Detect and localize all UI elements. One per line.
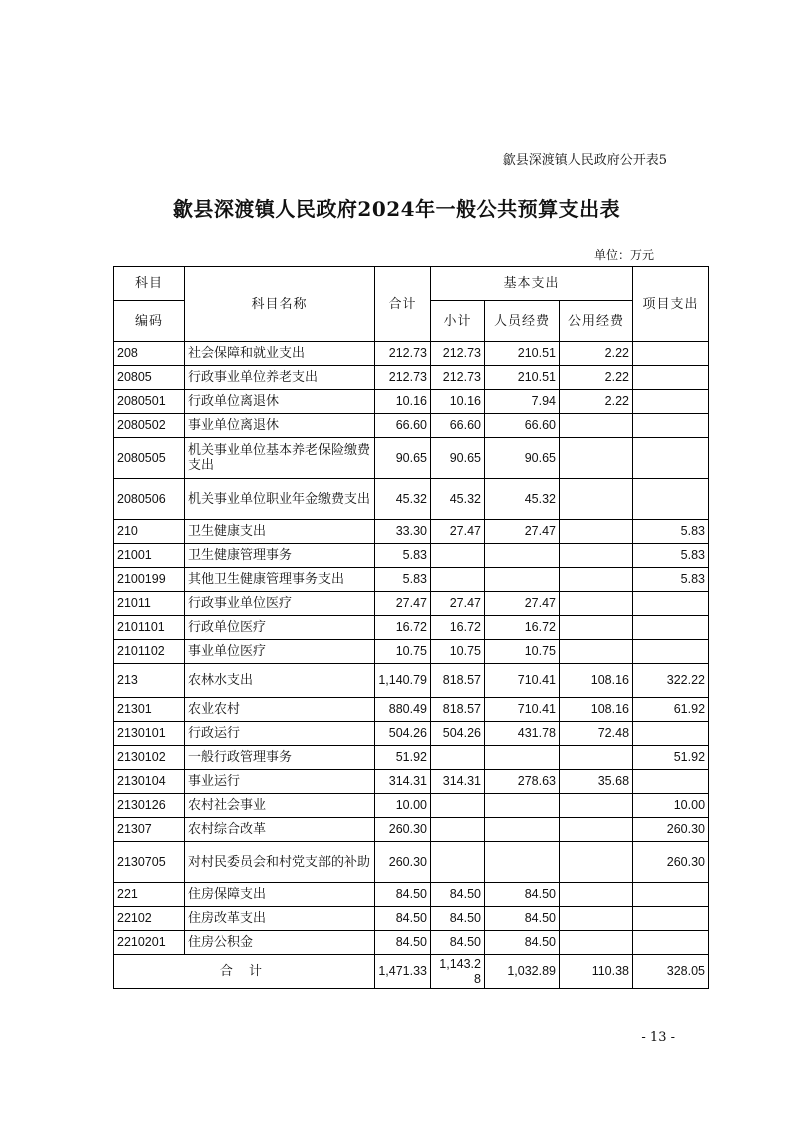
total-public: 110.38 bbox=[560, 955, 633, 989]
cell-project: 5.83 bbox=[633, 568, 709, 592]
cell-personnel: 90.65 bbox=[485, 438, 560, 479]
cell-project bbox=[633, 342, 709, 366]
cell-code: 213 bbox=[114, 664, 185, 698]
cell-subtotal: 818.57 bbox=[431, 698, 485, 722]
cell-project: 10.00 bbox=[633, 794, 709, 818]
table-row bbox=[114, 568, 709, 592]
cell-code: 2101101 bbox=[114, 616, 185, 640]
cell-total: 314.31 bbox=[375, 770, 431, 794]
cell-personnel bbox=[485, 746, 560, 770]
cell-name: 住房公积金 bbox=[185, 931, 375, 955]
cell-personnel: 27.47 bbox=[485, 592, 560, 616]
cell-public bbox=[560, 746, 633, 770]
cell-name: 行政事业单位医疗 bbox=[185, 592, 375, 616]
cell-project: 260.30 bbox=[633, 818, 709, 842]
cell-public: 108.16 bbox=[560, 698, 633, 722]
cell-code: 208 bbox=[114, 342, 185, 366]
cell-total: 27.47 bbox=[375, 592, 431, 616]
cell-name: 事业单位医疗 bbox=[185, 640, 375, 664]
cell-project bbox=[633, 390, 709, 414]
cell-name: 卫生健康管理事务 bbox=[185, 544, 375, 568]
table-row bbox=[114, 544, 709, 568]
cell-code: 21011 bbox=[114, 592, 185, 616]
cell-public bbox=[560, 640, 633, 664]
cell-code: 2080502 bbox=[114, 414, 185, 438]
header-public: 公用经费 bbox=[560, 301, 633, 342]
cell-name: 住房保障支出 bbox=[185, 883, 375, 907]
table-row bbox=[114, 746, 709, 770]
cell-total: 51.92 bbox=[375, 746, 431, 770]
cell-public bbox=[560, 794, 633, 818]
cell-personnel: 10.75 bbox=[485, 640, 560, 664]
cell-public bbox=[560, 883, 633, 907]
table-row bbox=[114, 366, 709, 390]
cell-total: 10.75 bbox=[375, 640, 431, 664]
cell-total: 33.30 bbox=[375, 520, 431, 544]
cell-subtotal: 10.75 bbox=[431, 640, 485, 664]
cell-subtotal: 27.47 bbox=[431, 592, 485, 616]
header-project: 项目支出 bbox=[633, 267, 709, 342]
cell-subtotal: 84.50 bbox=[431, 931, 485, 955]
cell-total: 504.26 bbox=[375, 722, 431, 746]
cell-project: 51.92 bbox=[633, 746, 709, 770]
total-personnel: 1,032.89 bbox=[485, 955, 560, 989]
cell-total: 90.65 bbox=[375, 438, 431, 479]
table-row bbox=[114, 907, 709, 931]
cell-project: 260.30 bbox=[633, 842, 709, 883]
cell-subtotal: 84.50 bbox=[431, 883, 485, 907]
cell-project: 61.92 bbox=[633, 698, 709, 722]
cell-public bbox=[560, 479, 633, 520]
cell-project bbox=[633, 414, 709, 438]
cell-project bbox=[633, 479, 709, 520]
cell-subtotal: 314.31 bbox=[431, 770, 485, 794]
header-code-top: 科目 bbox=[114, 267, 185, 301]
cell-total: 16.72 bbox=[375, 616, 431, 640]
cell-code: 2210201 bbox=[114, 931, 185, 955]
cell-total: 880.49 bbox=[375, 698, 431, 722]
table-row bbox=[114, 390, 709, 414]
cell-personnel bbox=[485, 568, 560, 592]
cell-total: 212.73 bbox=[375, 342, 431, 366]
cell-code: 210 bbox=[114, 520, 185, 544]
cell-code: 2101102 bbox=[114, 640, 185, 664]
cell-subtotal: 10.16 bbox=[431, 390, 485, 414]
cell-personnel: 210.51 bbox=[485, 366, 560, 390]
cell-name: 农村社会事业 bbox=[185, 794, 375, 818]
cell-code: 2130101 bbox=[114, 722, 185, 746]
table-row bbox=[114, 794, 709, 818]
cell-project bbox=[633, 640, 709, 664]
cell-public bbox=[560, 818, 633, 842]
cell-total: 1,140.79 bbox=[375, 664, 431, 698]
cell-public: 35.68 bbox=[560, 770, 633, 794]
total-project: 328.05 bbox=[633, 955, 709, 989]
page-number: - 13 - bbox=[641, 1030, 675, 1045]
cell-code: 2130104 bbox=[114, 770, 185, 794]
unit-label: 单位：万元 bbox=[593, 248, 654, 262]
cell-subtotal: 212.73 bbox=[431, 366, 485, 390]
cell-subtotal: 27.47 bbox=[431, 520, 485, 544]
cell-code: 2100199 bbox=[114, 568, 185, 592]
cell-personnel: 210.51 bbox=[485, 342, 560, 366]
cell-name: 机关事业单位职业年金缴费支出 bbox=[185, 479, 375, 520]
cell-name: 行政运行 bbox=[185, 722, 375, 746]
cell-name: 对村民委员会和村党支部的补助 bbox=[185, 842, 375, 883]
total-subtotal: 1,143.28 bbox=[431, 955, 485, 989]
cell-total: 260.30 bbox=[375, 842, 431, 883]
cell-name: 事业单位离退休 bbox=[185, 414, 375, 438]
cell-subtotal: 504.26 bbox=[431, 722, 485, 746]
cell-public: 2.22 bbox=[560, 366, 633, 390]
cell-public bbox=[560, 907, 633, 931]
cell-subtotal bbox=[431, 568, 485, 592]
cell-total: 212.73 bbox=[375, 366, 431, 390]
cell-total: 45.32 bbox=[375, 479, 431, 520]
cell-name: 农林水支出 bbox=[185, 664, 375, 698]
cell-public: 2.22 bbox=[560, 390, 633, 414]
cell-name: 机关事业单位基本养老保险缴费支出 bbox=[185, 438, 375, 479]
table-row bbox=[114, 342, 709, 366]
table-row bbox=[114, 438, 709, 479]
cell-subtotal: 84.50 bbox=[431, 907, 485, 931]
cell-code: 21307 bbox=[114, 818, 185, 842]
cell-personnel: 431.78 bbox=[485, 722, 560, 746]
cell-total: 10.16 bbox=[375, 390, 431, 414]
total-label: 合 计 bbox=[114, 955, 375, 989]
cell-name: 行政单位医疗 bbox=[185, 616, 375, 640]
table-row bbox=[114, 664, 709, 698]
cell-public bbox=[560, 438, 633, 479]
cell-personnel: 7.94 bbox=[485, 390, 560, 414]
table-row bbox=[114, 640, 709, 664]
cell-name: 住房改革支出 bbox=[185, 907, 375, 931]
cell-personnel bbox=[485, 794, 560, 818]
cell-public bbox=[560, 414, 633, 438]
table-row bbox=[114, 616, 709, 640]
cell-project bbox=[633, 770, 709, 794]
cell-personnel: 84.50 bbox=[485, 883, 560, 907]
cell-project bbox=[633, 931, 709, 955]
cell-subtotal bbox=[431, 842, 485, 883]
cell-personnel bbox=[485, 842, 560, 883]
header-row-1 bbox=[114, 267, 709, 301]
cell-project bbox=[633, 438, 709, 479]
cell-total: 5.83 bbox=[375, 568, 431, 592]
cell-project bbox=[633, 883, 709, 907]
cell-code: 221 bbox=[114, 883, 185, 907]
table-row bbox=[114, 883, 709, 907]
cell-project: 5.83 bbox=[633, 544, 709, 568]
cell-public: 72.48 bbox=[560, 722, 633, 746]
header-total: 合计 bbox=[375, 267, 431, 342]
cell-name: 农村综合改革 bbox=[185, 818, 375, 842]
cell-personnel bbox=[485, 818, 560, 842]
table-row bbox=[114, 931, 709, 955]
cell-total: 5.83 bbox=[375, 544, 431, 568]
cell-personnel bbox=[485, 544, 560, 568]
budget-table bbox=[113, 266, 709, 989]
cell-personnel: 710.41 bbox=[485, 664, 560, 698]
cell-project bbox=[633, 592, 709, 616]
cell-total: 66.60 bbox=[375, 414, 431, 438]
table-row bbox=[114, 520, 709, 544]
cell-public bbox=[560, 592, 633, 616]
cell-personnel: 16.72 bbox=[485, 616, 560, 640]
table-row bbox=[114, 722, 709, 746]
cell-subtotal bbox=[431, 746, 485, 770]
table-row bbox=[114, 414, 709, 438]
cell-name: 事业运行 bbox=[185, 770, 375, 794]
cell-public bbox=[560, 568, 633, 592]
table-row bbox=[114, 479, 709, 520]
cell-code: 21001 bbox=[114, 544, 185, 568]
cell-total: 260.30 bbox=[375, 818, 431, 842]
cell-subtotal: 45.32 bbox=[431, 479, 485, 520]
table-row bbox=[114, 842, 709, 883]
header-basic: 基本支出 bbox=[431, 267, 633, 301]
cell-code: 2130102 bbox=[114, 746, 185, 770]
cell-public: 108.16 bbox=[560, 664, 633, 698]
total-row bbox=[114, 955, 709, 989]
cell-code: 20805 bbox=[114, 366, 185, 390]
cell-name: 卫生健康支出 bbox=[185, 520, 375, 544]
cell-personnel: 84.50 bbox=[485, 931, 560, 955]
cell-project bbox=[633, 722, 709, 746]
cell-code: 2080506 bbox=[114, 479, 185, 520]
cell-personnel: 84.50 bbox=[485, 907, 560, 931]
cell-name: 社会保障和就业支出 bbox=[185, 342, 375, 366]
total-total: 1,471.33 bbox=[375, 955, 431, 989]
table-row bbox=[114, 592, 709, 616]
cell-public bbox=[560, 544, 633, 568]
cell-code: 2130705 bbox=[114, 842, 185, 883]
cell-public bbox=[560, 616, 633, 640]
cell-total: 84.50 bbox=[375, 907, 431, 931]
cell-subtotal: 16.72 bbox=[431, 616, 485, 640]
cell-total: 84.50 bbox=[375, 883, 431, 907]
cell-code: 2080505 bbox=[114, 438, 185, 479]
cell-code: 21301 bbox=[114, 698, 185, 722]
page-title: 歙县深渡镇人民政府2024年一般公共预算支出表 bbox=[172, 197, 621, 221]
cell-project: 322.22 bbox=[633, 664, 709, 698]
cell-name: 行政单位离退休 bbox=[185, 390, 375, 414]
cell-code: 22102 bbox=[114, 907, 185, 931]
cell-code: 2130126 bbox=[114, 794, 185, 818]
header-personnel: 人员经费 bbox=[485, 301, 560, 342]
table-row bbox=[114, 818, 709, 842]
document-label: 歙县深渡镇人民政府公开表5 bbox=[502, 153, 667, 168]
cell-subtotal: 66.60 bbox=[431, 414, 485, 438]
cell-total: 10.00 bbox=[375, 794, 431, 818]
cell-public: 2.22 bbox=[560, 342, 633, 366]
header-name: 科目名称 bbox=[185, 267, 375, 342]
cell-subtotal bbox=[431, 544, 485, 568]
cell-total: 84.50 bbox=[375, 931, 431, 955]
header-subtotal: 小计 bbox=[431, 301, 485, 342]
cell-public bbox=[560, 520, 633, 544]
cell-personnel: 710.41 bbox=[485, 698, 560, 722]
cell-project bbox=[633, 616, 709, 640]
cell-personnel: 27.47 bbox=[485, 520, 560, 544]
cell-public bbox=[560, 842, 633, 883]
cell-project bbox=[633, 366, 709, 390]
table-row bbox=[114, 770, 709, 794]
cell-personnel: 66.60 bbox=[485, 414, 560, 438]
cell-subtotal: 90.65 bbox=[431, 438, 485, 479]
cell-public bbox=[560, 931, 633, 955]
cell-personnel: 278.63 bbox=[485, 770, 560, 794]
cell-subtotal: 818.57 bbox=[431, 664, 485, 698]
cell-name: 一般行政管理事务 bbox=[185, 746, 375, 770]
cell-subtotal: 212.73 bbox=[431, 342, 485, 366]
cell-code: 2080501 bbox=[114, 390, 185, 414]
cell-project bbox=[633, 907, 709, 931]
cell-subtotal bbox=[431, 794, 485, 818]
header-code-bottom: 编码 bbox=[114, 301, 185, 342]
cell-name: 行政事业单位养老支出 bbox=[185, 366, 375, 390]
cell-name: 农业农村 bbox=[185, 698, 375, 722]
cell-personnel: 45.32 bbox=[485, 479, 560, 520]
table-row bbox=[114, 698, 709, 722]
cell-project: 5.83 bbox=[633, 520, 709, 544]
cell-subtotal bbox=[431, 818, 485, 842]
cell-name: 其他卫生健康管理事务支出 bbox=[185, 568, 375, 592]
